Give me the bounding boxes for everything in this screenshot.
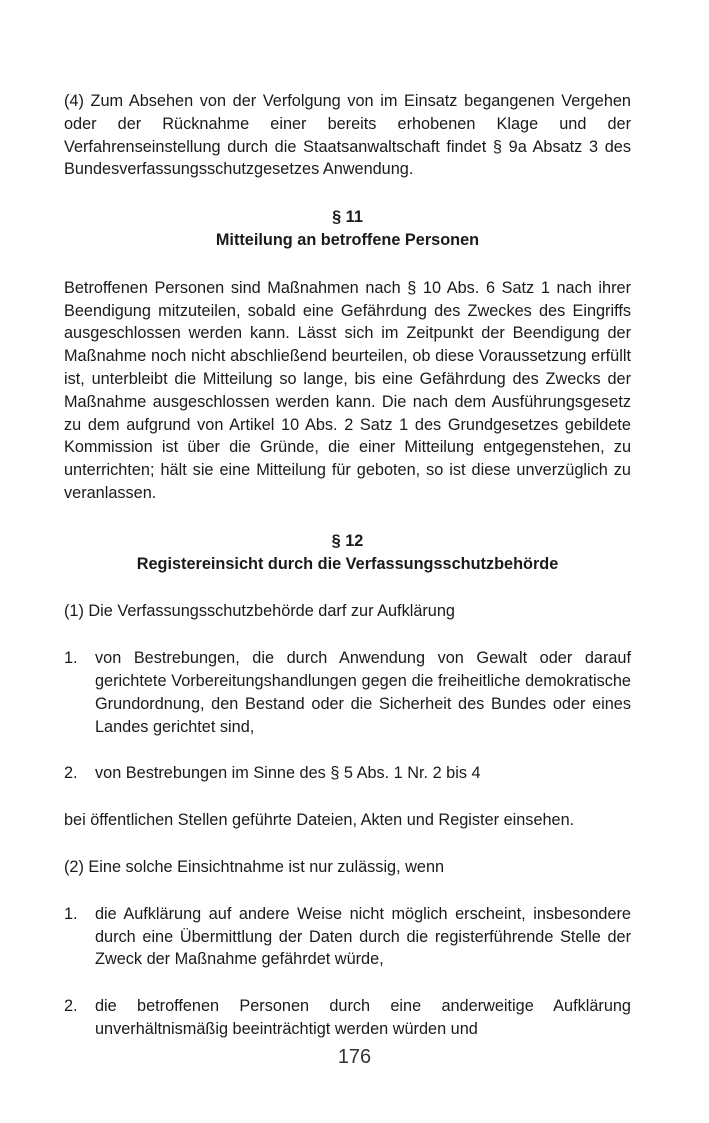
section-12-para2-intro: (2) Eine solche Einsichtnahme ist nur zulässig, wenn bbox=[64, 857, 445, 876]
list-number: 1. bbox=[64, 649, 78, 668]
list-text: von Bestrebungen im Sinne des § 5 Abs. 1 Nr. 2 bis 4 bbox=[95, 764, 481, 783]
list-number: 2. bbox=[64, 764, 78, 783]
list-number: 1. bbox=[64, 904, 78, 923]
section-12-number: § 12 bbox=[331, 531, 364, 550]
paragraph-10-4: (4) Zum Absehen von der Verfolgung von im Einsatz begangenen Vergehen oder der Rücknahme einer bereits erhobenen Klage und der Verfahrenseinstellung durch die Staatsanwaltschaft findet § 9a Absatz 3 des Bundesverfassungsschutzgesetzes Anwendung. bbox=[64, 92, 631, 179]
section-12-title: Registereinsicht durch die Verfassungsschutzbehörde bbox=[136, 554, 559, 573]
section-11-text: Betroffenen Personen sind Maßnahmen nach § 10 Abs. 6 Satz 1 nach ihrer Beendigung mitzuteilen, sobald eine Gefährdung des Zweckes des Eingriffs ausgeschlossen werden kann. Lässt sich im Zeitpunkt der Beendigung der Maßnahme noch nicht abschließend beurteilen, ob diese Voraussetzung erfüllt ist, unterbleibt die Mitteilung so lange, bis eine Gefährdung des Zwecks der Maßnahme ausgeschlossen werden kann. Die nach dem Ausführungsgesetz zu dem aufgrund von Artikel 10 Abs. 2 Satz 1 des Grundgesetzes gebildete Kommission ist über die Gründe, die einer Mitteilung entgegenstehen, zu unterrichten; hält sie eine Mitteilung für geboten, so ist diese unverzüglich zu veranlassen. bbox=[64, 278, 631, 502]
list-text: die betroffenen Personen durch eine anderweitige Aufklärung unverhältnismäßig beeinträchtigt werden würden und bbox=[95, 997, 631, 1038]
list-text: von Bestrebungen, die durch Anwendung von Gewalt oder darauf gerichtete Vorbereitungshandlungen gegen die freiheitliche demokratische Grundordnung, den Bestand oder die Sicherheit des Bundes oder eines Landes gerichtet sind, bbox=[95, 649, 631, 736]
list-item bbox=[64, 995, 631, 1041]
page-number: 176 bbox=[337, 1046, 372, 1068]
list-number: 2. bbox=[64, 997, 78, 1016]
list-item bbox=[64, 903, 631, 971]
section-11-number: § 11 bbox=[332, 208, 363, 227]
list-item bbox=[64, 762, 631, 785]
list-item bbox=[64, 647, 631, 738]
section-11-title: Mitteilung an betroffene Personen bbox=[215, 230, 480, 249]
document-body bbox=[64, 90, 631, 1041]
list-text: die Aufklärung auf andere Weise nicht möglich erscheint, insbesondere durch eine Übermittlung der Daten durch die registerführende Stelle der Zweck der Maßnahme gefährdet würde, bbox=[95, 904, 631, 969]
section-12-para1-outro: bei öffentlichen Stellen geführte Dateien, Akten und Register einsehen. bbox=[64, 811, 575, 830]
section-12-para1-intro: (1) Die Verfassungsschutzbehörde darf zur Aufklärung bbox=[64, 602, 455, 621]
